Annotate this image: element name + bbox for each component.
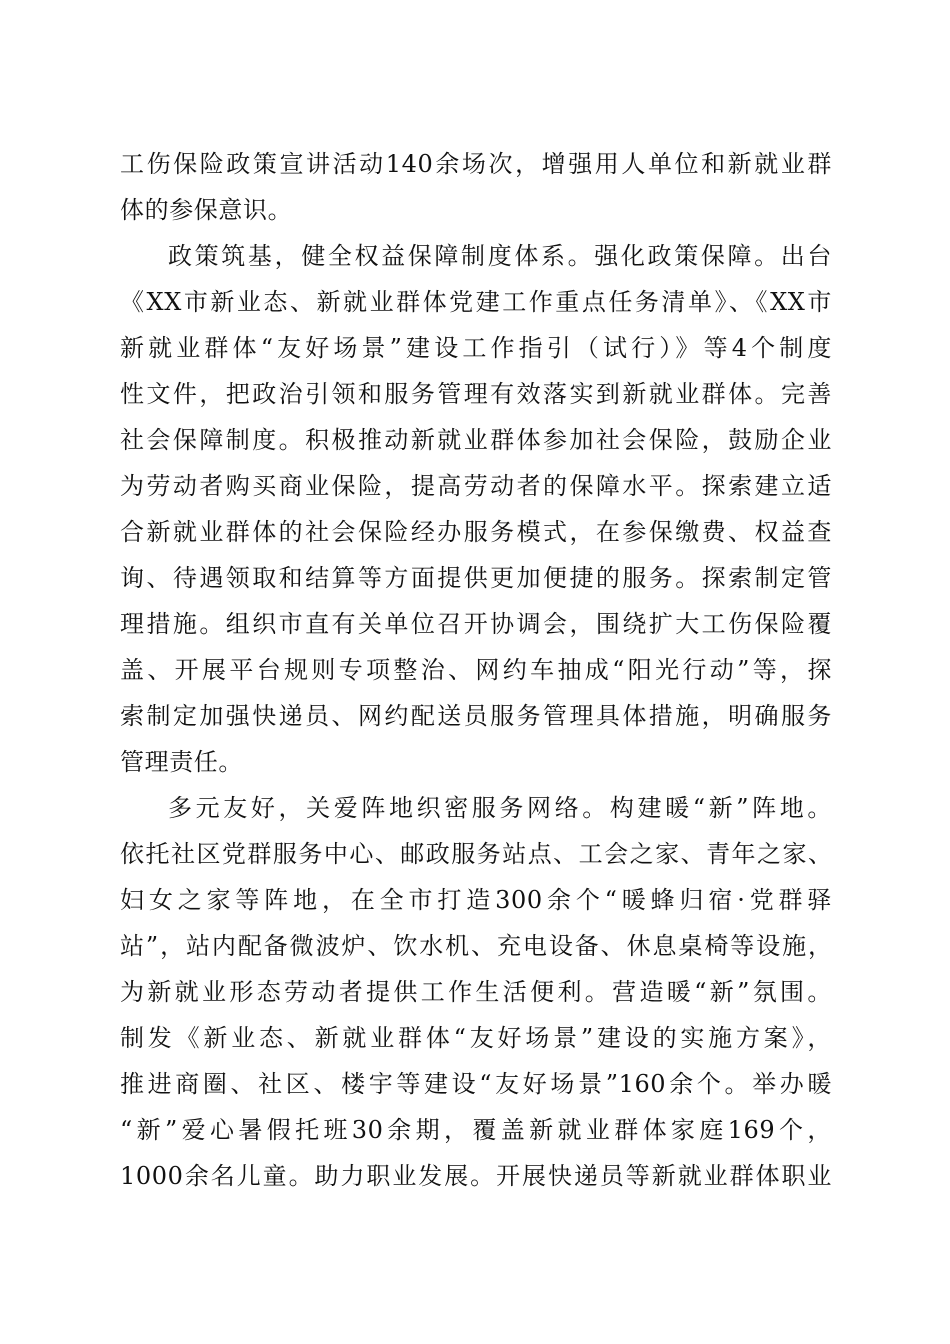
text-line: 性文件，把政治引领和服务管理有效落实到新就业群体。完善 xyxy=(120,380,832,408)
text-line: 工伤保险政策宣讲活动140余场次，增强用人单位和新就业群 xyxy=(120,150,832,178)
text-line: 为新就业形态劳动者提供工作生活便利。营造暖“新”氛围。 xyxy=(120,978,832,1006)
text-line: 询、待遇领取和结算等方面提供更加便捷的服务。探索制定管 xyxy=(120,564,832,592)
text-line: 1000余名儿童。助力职业发展。开展快递员等新就业群体职业 xyxy=(120,1162,832,1190)
text-line: 推进商圈、社区、楼宇等建设“友好场景”160余个。举办暖 xyxy=(120,1070,832,1098)
paragraph-first-line: 多元友好，关爱阵地织密服务网络。构建暖“新”阵地。 xyxy=(168,794,832,822)
text-line: 新就业群体“友好场景”建设工作指引（试行）》等4个制度 xyxy=(120,334,832,362)
text-line: 管理责任。 xyxy=(120,748,243,776)
text-line: 妇女之家等阵地，在全市打造300余个“暖蜂归宿·党群驿 xyxy=(120,886,832,914)
text-line: 为劳动者购买商业保险，提高劳动者的保障水平。探索建立适 xyxy=(120,472,832,500)
text-line: 站”，站内配备微波炉、饮水机、充电设备、休息桌椅等设施， xyxy=(120,932,832,960)
text-line: 《XX市新业态、新就业群体党建工作重点任务清单》、《XX市 xyxy=(120,288,832,316)
text-line: 社会保障制度。积极推动新就业群体参加社会保险，鼓励企业 xyxy=(120,426,832,454)
text-line: 制发《新业态、新就业群体“友好场景”建设的实施方案》， xyxy=(120,1024,832,1052)
text-line: 理措施。组织市直有关单位召开协调会，围绕扩大工伤保险覆 xyxy=(120,610,832,638)
text-line: 依托社区党群服务中心、邮政服务站点、工会之家、青年之家、 xyxy=(120,840,832,868)
text-line: 合新就业群体的社会保险经办服务模式，在参保缴费、权益查 xyxy=(120,518,832,546)
text-line: 盖、开展平台规则专项整治、网约车抽成“阳光行动”等，探 xyxy=(120,656,832,684)
text-line: 索制定加强快递员、网约配送员服务管理具体措施，明确服务 xyxy=(120,702,832,730)
text-line: “新”爱心暑假托班30余期，覆盖新就业群体家庭169个， xyxy=(120,1116,832,1144)
paragraph-first-line: 政策筑基，健全权益保障制度体系。强化政策保障。出台 xyxy=(168,242,832,270)
text-line: 体的参保意识。 xyxy=(120,196,293,224)
